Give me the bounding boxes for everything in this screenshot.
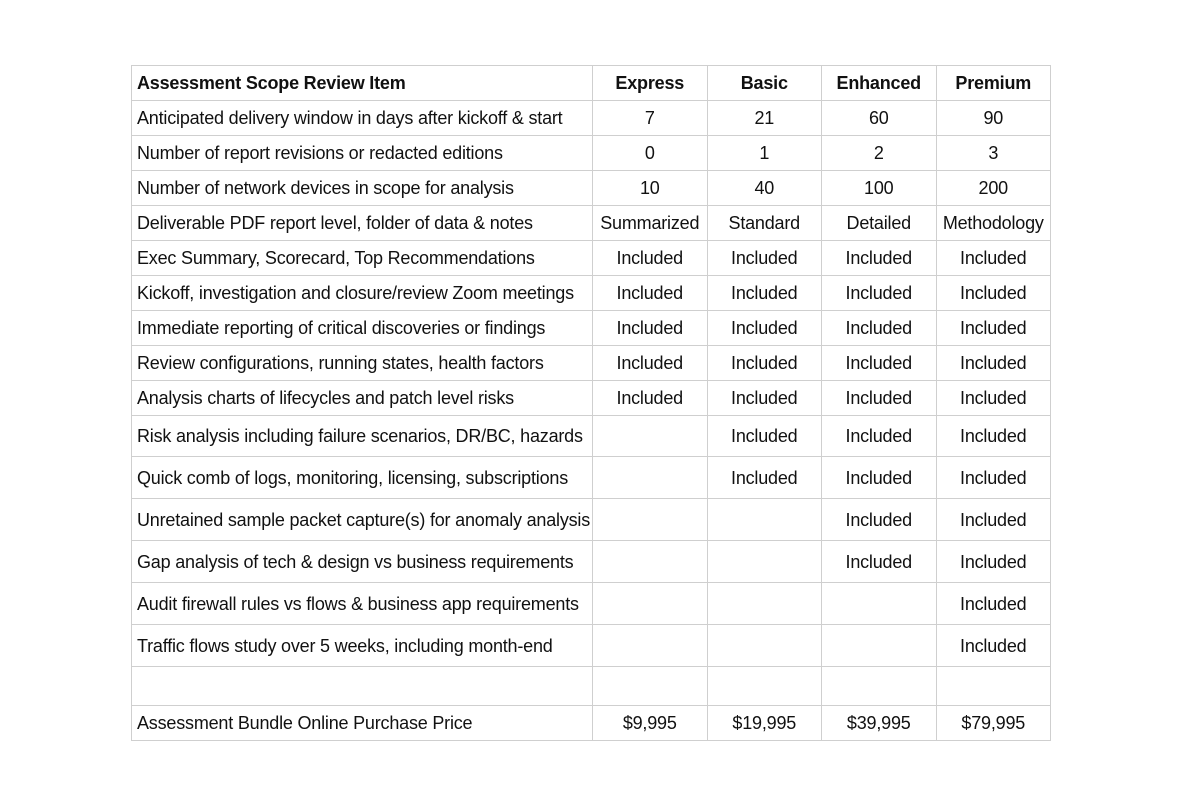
cell-enhanced: Included [822, 311, 937, 346]
cell-premium: Included [936, 583, 1051, 625]
cell-express [593, 667, 708, 706]
cell-express: 7 [593, 101, 708, 136]
row-item: Analysis charts of lifecycles and patch level risks [132, 381, 593, 416]
cell-enhanced: 100 [822, 171, 937, 206]
cell-premium: Included [936, 541, 1051, 583]
row-item: Risk analysis including failure scenarios, DR/BC, hazards [132, 416, 593, 457]
table-row [132, 171, 1051, 206]
cell-express: 0 [593, 136, 708, 171]
cell-basic: Included [707, 241, 822, 276]
row-item: Traffic flows study over 5 weeks, including month-end [132, 625, 593, 667]
cell-enhanced [822, 583, 937, 625]
row-item: Quick comb of logs, monitoring, licensing, subscriptions [132, 457, 593, 499]
table-row-blank [132, 667, 1051, 706]
cell-express [593, 583, 708, 625]
header-tier-premium: Premium [936, 66, 1051, 101]
table-row [132, 499, 1051, 541]
cell-enhanced: Included [822, 541, 937, 583]
cell-enhanced: 2 [822, 136, 937, 171]
row-item: Number of network devices in scope for analysis [132, 171, 593, 206]
table-row [132, 416, 1051, 457]
cell-basic: Included [707, 276, 822, 311]
table-row [132, 381, 1051, 416]
price-basic: $19,995 [707, 706, 822, 741]
cell-premium: Included [936, 346, 1051, 381]
cell-express: Included [593, 311, 708, 346]
table-row [132, 136, 1051, 171]
cell-basic: Included [707, 457, 822, 499]
cell-enhanced: Included [822, 381, 937, 416]
cell-enhanced: Included [822, 276, 937, 311]
cell-enhanced: 60 [822, 101, 937, 136]
cell-premium: Methodology [936, 206, 1051, 241]
cell-enhanced: Included [822, 416, 937, 457]
cell-enhanced: Included [822, 457, 937, 499]
table-row [132, 241, 1051, 276]
price-enhanced: $39,995 [822, 706, 937, 741]
cell-express: Included [593, 381, 708, 416]
header-item: Assessment Scope Review Item [132, 66, 593, 101]
cell-enhanced: Included [822, 499, 937, 541]
cell-premium: Included [936, 241, 1051, 276]
cell-express [593, 541, 708, 583]
cell-express: Included [593, 276, 708, 311]
row-item: Anticipated delivery window in days after kickoff & start [132, 101, 593, 136]
cell-basic: Included [707, 381, 822, 416]
cell-premium: Included [936, 499, 1051, 541]
row-item: Number of report revisions or redacted editions [132, 136, 593, 171]
header-tier-basic: Basic [707, 66, 822, 101]
cell-basic [707, 499, 822, 541]
cell-basic: 21 [707, 101, 822, 136]
cell-premium: Included [936, 311, 1051, 346]
table-row [132, 276, 1051, 311]
cell-basic [707, 541, 822, 583]
row-item: Kickoff, investigation and closure/review Zoom meetings [132, 276, 593, 311]
cell-basic [707, 625, 822, 667]
table-row [132, 311, 1051, 346]
price-premium: $79,995 [936, 706, 1051, 741]
cell-express [593, 499, 708, 541]
cell-enhanced: Detailed [822, 206, 937, 241]
row-item: Unretained sample packet capture(s) for anomaly analysis [132, 499, 593, 541]
cell-premium: Included [936, 276, 1051, 311]
cell-basic: Included [707, 311, 822, 346]
header-tier-express: Express [593, 66, 708, 101]
cell-enhanced: Included [822, 241, 937, 276]
header-tier-enhanced: Enhanced [822, 66, 937, 101]
row-item: Audit firewall rules vs flows & business app requirements [132, 583, 593, 625]
cell-express [593, 416, 708, 457]
table-row [132, 346, 1051, 381]
cell-premium: Included [936, 457, 1051, 499]
cell-express [593, 625, 708, 667]
cell-premium: Included [936, 625, 1051, 667]
table-row [132, 541, 1051, 583]
row-item: Deliverable PDF report level, folder of data & notes [132, 206, 593, 241]
cell-express [593, 457, 708, 499]
row-item: Gap analysis of tech & design vs business requirements [132, 541, 593, 583]
cell-basic: 1 [707, 136, 822, 171]
cell-express: 10 [593, 171, 708, 206]
cell-basic: Standard [707, 206, 822, 241]
table-row [132, 457, 1051, 499]
table-row [132, 625, 1051, 667]
cell-express: Summarized [593, 206, 708, 241]
row-item: Immediate reporting of critical discoveries or findings [132, 311, 593, 346]
row-item: Exec Summary, Scorecard, Top Recommendations [132, 241, 593, 276]
cell-basic [707, 583, 822, 625]
cell-express: Included [593, 346, 708, 381]
cell-premium: Included [936, 381, 1051, 416]
cell-basic: Included [707, 416, 822, 457]
row-item: Review configurations, running states, health factors [132, 346, 593, 381]
cell-premium: 200 [936, 171, 1051, 206]
cell-premium: Included [936, 416, 1051, 457]
cell-basic [707, 667, 822, 706]
cell-premium: 90 [936, 101, 1051, 136]
cell-premium: 3 [936, 136, 1051, 171]
cell-basic: Included [707, 346, 822, 381]
cell-premium [936, 667, 1051, 706]
price-row-label: Assessment Bundle Online Purchase Price [132, 706, 593, 741]
cell-enhanced: Included [822, 346, 937, 381]
assessment-scope-table [131, 65, 1051, 741]
price-express: $9,995 [593, 706, 708, 741]
row-item [132, 667, 593, 706]
cell-enhanced [822, 625, 937, 667]
cell-enhanced [822, 667, 937, 706]
table-row [132, 583, 1051, 625]
header-row [132, 66, 1051, 101]
price-row [132, 706, 1051, 741]
table-row [132, 206, 1051, 241]
cell-express: Included [593, 241, 708, 276]
table-row [132, 101, 1051, 136]
cell-basic: 40 [707, 171, 822, 206]
